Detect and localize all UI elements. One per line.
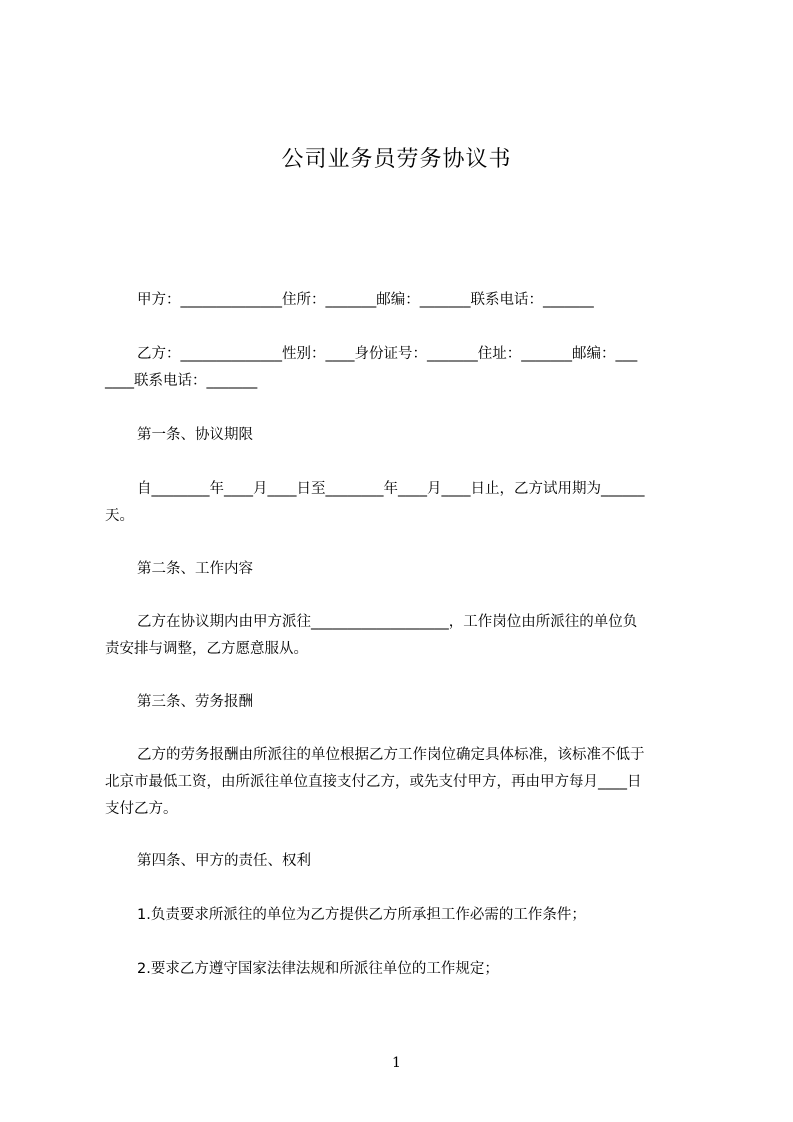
article-2-line-1: 乙方在协议期内由甲方派往___________________，工作岗位由所派往的单位负 <box>137 614 638 630</box>
document-title: 公司业务员劳务协议书 <box>281 147 512 172</box>
article-3-line-1: 乙方的劳务报酬由所派往的单位根据乙方工作岗位确定具体标准，该标准不低于 <box>137 747 645 763</box>
article-3-line-2: 北京市最低工资，由所派往单位直接支付乙方，或先支付甲方，再由甲方每月____日 <box>105 774 642 790</box>
party-b-line-2: ____联系电话：_______ <box>105 373 258 389</box>
article-3-heading: 第三条、劳务报酬 <box>137 694 253 710</box>
page-number: 1 <box>392 1055 401 1071</box>
article-4-item-2: 2.要求乙方遵守国家法律法规和所派往单位的工作规定； <box>137 961 499 977</box>
article-2-line-2: 责安排与调整，乙方愿意服从。 <box>105 641 308 657</box>
party-a-line: 甲方：______________住所：_______邮编：_______联系电话：_______ <box>137 292 594 308</box>
article-4-item-1: 1.负责要求所派往的单位为乙方提供乙方所承担工作必需的工作条件； <box>137 907 586 923</box>
article-1-line-1: 自________年____月____日至________年____月____日止，乙方试用期为______ <box>137 481 645 497</box>
article-2-heading: 第二条、工作内容 <box>137 561 253 577</box>
article-1-heading: 第一条、协议期限 <box>137 427 253 443</box>
article-3-line-3: 支付乙方。 <box>105 801 178 817</box>
party-b-line-1: 乙方：______________性别：____身份证号：_______住址：_______邮编：___ <box>137 346 638 362</box>
article-1-line-2: 天。 <box>105 508 134 524</box>
article-4-heading: 第四条、甲方的责任、权利 <box>137 853 311 869</box>
